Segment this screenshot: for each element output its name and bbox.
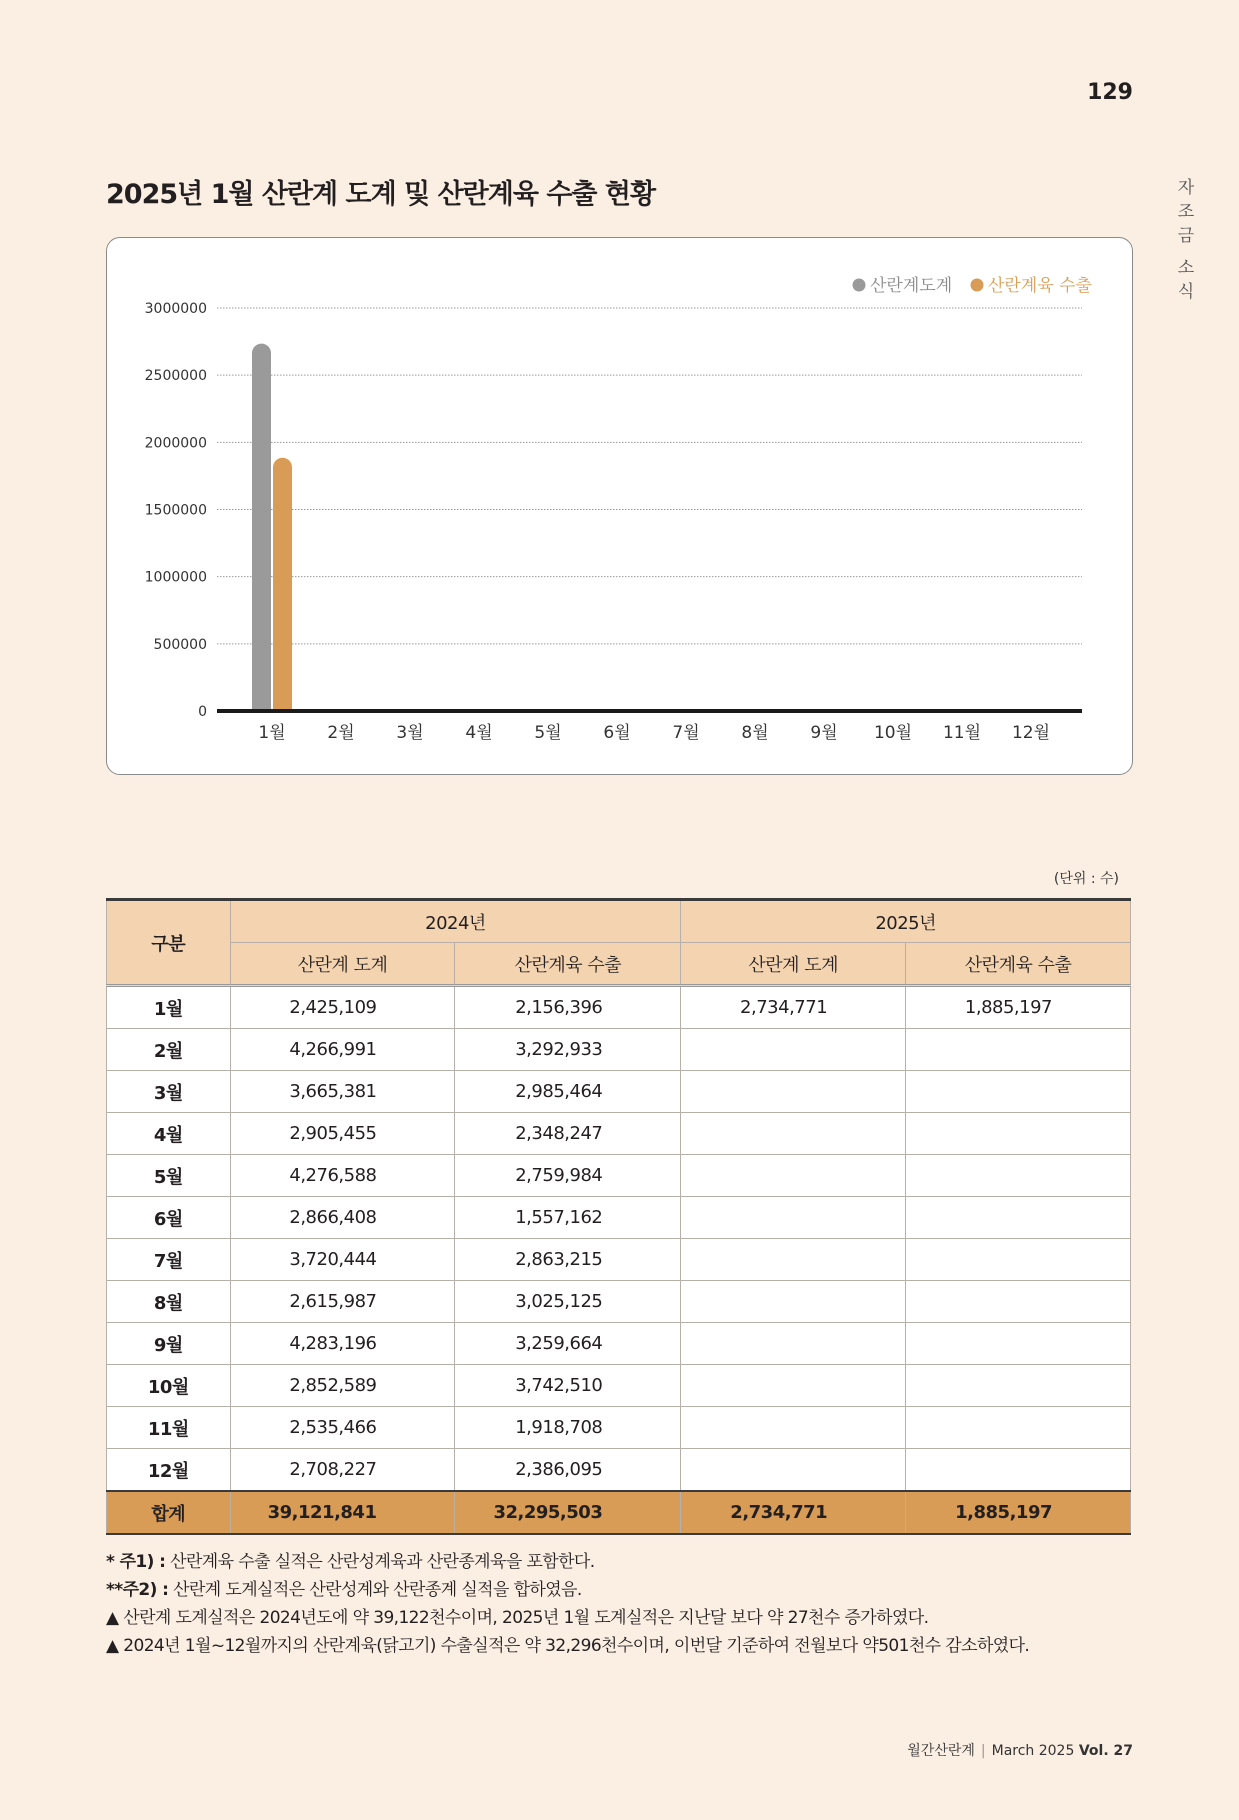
value-cell	[681, 1407, 906, 1449]
footnote: **주2) : 산란계 도계실적은 산란성계와 산란종계 실적을 합하였음.	[106, 1580, 582, 1600]
page-number: 129	[1087, 80, 1133, 105]
value-cell	[906, 1071, 1131, 1113]
value-cell	[681, 1113, 906, 1155]
value-cell: 2,863,215	[455, 1239, 681, 1281]
chart-panel	[106, 237, 1133, 775]
table-row	[107, 1449, 1131, 1492]
page-footer: 월간산란계 | March 2025 Vol. 27	[907, 1743, 1133, 1759]
value-cell: 2,734,771	[681, 986, 906, 1029]
value-cell: 4,283,196	[230, 1323, 455, 1365]
y-tick-label: 2000000	[144, 435, 207, 452]
month-cell: 1월	[107, 986, 231, 1029]
value-cell	[681, 1239, 906, 1281]
data-table	[106, 898, 1131, 1535]
value-cell	[906, 1113, 1131, 1155]
value-cell: 2,708,227	[230, 1449, 455, 1492]
value-cell: 1,885,197	[906, 986, 1131, 1029]
x-tick-label: 2월	[327, 723, 355, 743]
month-cell: 12월	[107, 1449, 231, 1492]
subheader-export-2025: 산란계육 수출	[906, 943, 1131, 986]
x-tick-label: 12월	[1011, 723, 1051, 743]
x-tick-label: 9월	[810, 723, 838, 743]
value-cell	[906, 1449, 1131, 1492]
value-cell	[906, 1281, 1131, 1323]
value-cell: 2,386,095	[455, 1449, 681, 1492]
value-cell: 3,025,125	[455, 1281, 681, 1323]
table-row	[107, 1239, 1131, 1281]
table-row	[107, 1155, 1131, 1197]
y-tick-label: 3000000	[144, 301, 207, 317]
y-tick-label: 1000000	[144, 569, 207, 586]
value-cell: 3,720,444	[230, 1239, 455, 1281]
month-cell: 7월	[107, 1239, 231, 1281]
value-cell	[681, 1155, 906, 1197]
total-cell: 2,734,771	[681, 1491, 906, 1534]
x-tick-label: 4월	[465, 723, 493, 743]
subheader-slaughter-2025: 산란계 도계	[681, 943, 906, 986]
x-tick-label: 11월	[942, 723, 982, 743]
header-year-2024: 2024년	[230, 900, 681, 943]
total-cell: 32,295,503	[455, 1491, 681, 1534]
total-cell: 39,121,841	[230, 1491, 455, 1534]
table-row	[107, 1071, 1131, 1113]
legend-marker	[971, 279, 984, 292]
side-label-char: 식	[1177, 282, 1195, 302]
issue-date: March 2025	[991, 1743, 1075, 1759]
x-tick-label: 7월	[672, 723, 700, 743]
value-cell: 3,665,381	[230, 1071, 455, 1113]
table-row	[107, 1365, 1131, 1407]
bar-chart	[107, 238, 1132, 774]
y-tick-label: 0	[198, 704, 207, 720]
value-cell	[906, 1239, 1131, 1281]
value-cell	[681, 1029, 906, 1071]
value-cell: 3,292,933	[455, 1029, 681, 1071]
unit-note: (단위 : 수)	[1053, 871, 1119, 887]
value-cell: 2,866,408	[230, 1197, 455, 1239]
value-cell	[906, 1407, 1131, 1449]
month-cell: 8월	[107, 1281, 231, 1323]
x-tick-label: 3월	[396, 723, 424, 743]
value-cell: 2,759,984	[455, 1155, 681, 1197]
table-row	[107, 1281, 1131, 1323]
x-tick-label: 1월	[258, 723, 286, 743]
summary-note: ▲ 산란계 도계실적은 2024년도에 약 39,122천수이며, 2025년 1월 도계실적은 지난달 보다 약 27천수 증가하였다.	[106, 1608, 929, 1628]
value-cell	[906, 1323, 1131, 1365]
value-cell	[906, 1197, 1131, 1239]
value-cell: 2,615,987	[230, 1281, 455, 1323]
value-cell: 4,276,588	[230, 1155, 455, 1197]
legend-label: 산란계육 수출	[988, 276, 1092, 296]
value-cell: 1,918,708	[455, 1407, 681, 1449]
footnote: * 주1) : 산란계육 수출 실적은 산란성계육과 산란종계육을 포함한다.	[106, 1552, 595, 1572]
section-side-label	[1176, 176, 1196, 304]
value-cell: 3,259,664	[455, 1323, 681, 1365]
value-cell	[906, 1365, 1131, 1407]
volume: Vol. 27	[1078, 1743, 1133, 1759]
value-cell: 1,557,162	[455, 1197, 681, 1239]
subheader-slaughter-2024: 산란계 도계	[230, 943, 455, 986]
table-row	[107, 1029, 1131, 1071]
value-cell	[681, 1449, 906, 1492]
month-cell: 6월	[107, 1197, 231, 1239]
value-cell: 2,852,589	[230, 1365, 455, 1407]
value-cell	[681, 1197, 906, 1239]
x-tick-label: 10월	[873, 723, 913, 743]
total-cell: 1,885,197	[906, 1491, 1131, 1534]
side-label-char: 금	[1177, 226, 1195, 246]
legend-label: 산란계도계	[870, 276, 953, 296]
total-label: 합계	[107, 1491, 231, 1534]
month-cell: 10월	[107, 1365, 231, 1407]
table-row	[107, 1197, 1131, 1239]
table-row	[107, 1323, 1131, 1365]
bar-slaughter	[252, 344, 271, 711]
y-tick-label: 500000	[153, 636, 207, 653]
table-row	[107, 1113, 1131, 1155]
table-row	[107, 986, 1131, 1029]
month-cell: 11월	[107, 1407, 231, 1449]
value-cell	[906, 1155, 1131, 1197]
magazine-name: 월간산란계	[907, 1743, 975, 1759]
month-cell: 4월	[107, 1113, 231, 1155]
value-cell	[681, 1323, 906, 1365]
subheader-export-2024: 산란계육 수출	[455, 943, 681, 986]
value-cell	[681, 1365, 906, 1407]
value-cell: 2,425,109	[230, 986, 455, 1029]
side-label-char: 소	[1177, 258, 1195, 278]
value-cell: 3,742,510	[455, 1365, 681, 1407]
month-cell: 5월	[107, 1155, 231, 1197]
y-tick-label: 2500000	[144, 368, 207, 385]
x-tick-label: 6월	[603, 723, 631, 743]
page-title: 2025년 1월 산란계 도계 및 산란계육 수출 현황	[106, 179, 656, 210]
month-cell: 2월	[107, 1029, 231, 1071]
x-tick-label: 5월	[534, 723, 562, 743]
header-category: 구분	[107, 900, 231, 986]
bar-export	[273, 458, 292, 711]
value-cell	[681, 1071, 906, 1113]
value-cell: 2,905,455	[230, 1113, 455, 1155]
month-cell: 9월	[107, 1323, 231, 1365]
value-cell	[681, 1281, 906, 1323]
legend-marker	[853, 279, 866, 292]
value-cell: 4,266,991	[230, 1029, 455, 1071]
x-tick-label: 8월	[741, 723, 769, 743]
header-year-2025: 2025년	[681, 900, 1131, 943]
value-cell: 2,348,247	[455, 1113, 681, 1155]
table-row	[107, 1407, 1131, 1449]
y-tick-label: 1500000	[144, 502, 207, 519]
value-cell: 2,985,464	[455, 1071, 681, 1113]
value-cell	[906, 1029, 1131, 1071]
value-cell: 2,156,396	[455, 986, 681, 1029]
side-label-char: 자	[1177, 178, 1195, 198]
side-label-char: 조	[1177, 202, 1195, 222]
footnotes	[106, 1548, 1029, 1660]
summary-note: ▲ 2024년 1월~12월까지의 산란계육(닭고기) 수출실적은 약 32,296천수이며, 이번달 기준하여 전월보다 약501천수 감소하였다.	[106, 1636, 1030, 1656]
month-cell: 3월	[107, 1071, 231, 1113]
value-cell: 2,535,466	[230, 1407, 455, 1449]
table-total-row	[107, 1491, 1131, 1534]
